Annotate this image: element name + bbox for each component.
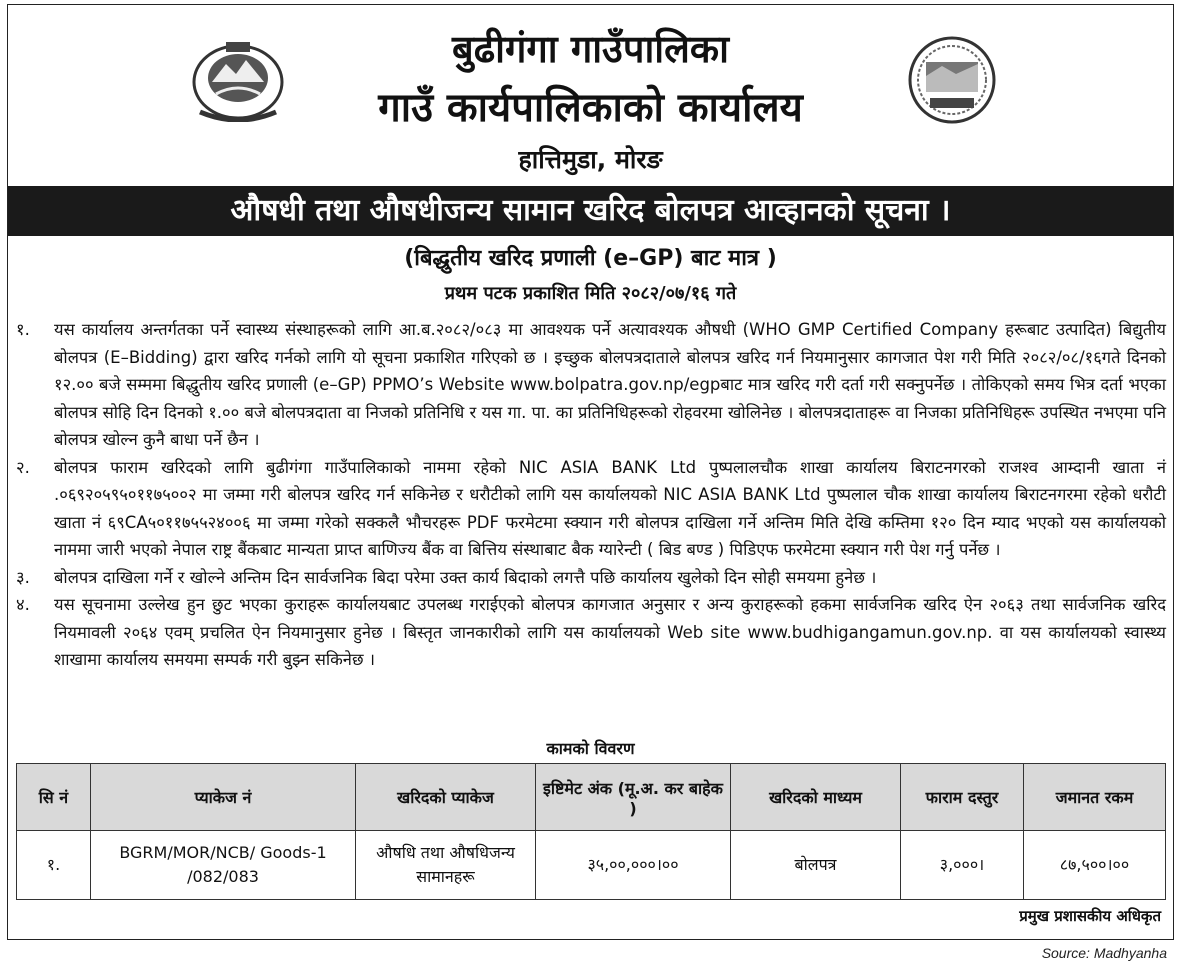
header-method: खरिदको माध्यम (731, 764, 901, 831)
org-name: बुढीगंगा गाउँपालिका (452, 27, 729, 71)
cell-method: बोलपत्र (731, 831, 901, 900)
table-row (17, 831, 1166, 900)
cell-serial: १. (17, 831, 91, 900)
item-number: ३. (16, 567, 30, 587)
source-credit: Source: Madhyanha (1041, 945, 1167, 961)
notice-item (10, 564, 1166, 592)
cell-package-no: BGRM/MOR/NCB/ Goods-1 /082/083 (91, 831, 356, 900)
header-estimate: इष्टिमेट अंक (मू.अ. कर बाहेक ) (536, 764, 731, 831)
header-package: खरिदको प्याकेज (356, 764, 536, 831)
notice-item (10, 591, 1166, 674)
notice-items (10, 316, 1166, 674)
work-details-table (16, 763, 1166, 900)
signatory-title: प्रमुख प्रशासकीय अधिकृत (1019, 907, 1161, 925)
header-form-fee: फाराम दस्तुर (901, 764, 1024, 831)
notice-item (10, 454, 1166, 564)
item-number: २. (16, 457, 30, 477)
header-serial: सि नं (17, 764, 91, 831)
office-address: हात्तिमुडा, मोरङ (518, 145, 663, 174)
item-text: यस सूचनामा उल्लेख हुन छुट भएका कुराहरू कार्यालयबाट उपलब्ध गराईएको बोलपत्र कागजात अनुसार र अन्य कुराहरूको हकमा सार्वजनिक खरिद ऐन २०६३ तथा सार्वजनिक खरिद नियमावली २०६४ एवम् प्रचलित ऐन नियमानुसार हुनेछ । बिस्तृत जानकारीको लागि यस कार्यालयको Web site www.budhigangamun.gov.np. वा यस कार्यालयको स्वास्थ्य शाखामा कार्यालय समयमा सम्पर्क गरी बुझ्न सकिनेछ । (54, 595, 1166, 669)
item-text: बोलपत्र दाखिला गर्ने र खोल्ने अन्तिम दिन सार्वजनिक बिदा परेमा उक्त कार्य बिदाको लगत्तै पछि कार्यालय खुलेको दिन सोही समयमा हुनेछ । (54, 567, 877, 587)
notice-title: औषधी तथा औषधीजन्य सामान खरिद बोलपत्र आव्हानको सूचना । (8, 186, 1173, 236)
procurement-mode: (बिद्धुतीय खरिद प्रणाली (e–GP) बाट मात्र ) (404, 246, 777, 271)
publish-date: प्रथम पटक प्रकाशित मिति २०८२/०७/१६ गते (444, 283, 737, 304)
header-package-no: प्याकेज नं (91, 764, 356, 831)
cell-package: औषधि तथा औषधिजन्य सामानहरू (356, 831, 536, 900)
item-number: १. (16, 320, 30, 339)
item-text: बोलपत्र फाराम खरिदको लागि बुढीगंगा गाउँपालिकाको नाममा रहेको NIC ASIA BANK Ltd पुष्पलालचौक शाखा कार्यालय बिराटनगरको राजश्व आम्दानी खाता नं .०६९२०५९५०११७५००२ मा जम्मा गरी बोलपत्र खरिद गर्न सकिनेछ र धरौटीको लागि यस कार्यालयको NIC ASIA BANK Ltd पुष्पलाल चौक शाखा कार्यालय बिराटनगरमा रहेको धरौटी खाता नं ६९CA५०११७५५२४००६ मा जम्मा गरेको सक्कलै भौचरहरू PDF फरमेटमा स्क्यान गरी बोलपत्र दाखिला गर्ने अन्तिम मिति देखि कम्तिमा १२० दिन म्याद भएको यस कार्यालयको नाममा जारी भएको नेपाल राष्ट्र बैंकबाट मान्यता प्राप्त बाणिज्य बैंक वा बित्तिय संस्थाबाट बैक ग्यारेन्टी ( बिड बण्ड ) पिडिएफ फरमेटमा स्क्यान गरी पेश गर्नु पर्नेछ । (54, 457, 1166, 559)
office-name: गाउँ कार्यपालिकाको कार्यालय (378, 85, 803, 131)
work-details-title: कामको विवरण (546, 739, 635, 758)
header-bid-security: जमानत रकम (1024, 764, 1166, 831)
cell-estimate: ३५,००,०००।०० (536, 831, 731, 900)
cell-bid-security: ८७,५००।०० (1024, 831, 1166, 900)
item-text: यस कार्यालय अन्तर्गतका पर्ने स्वास्थ्य संस्थाहरूको लागि आ.ब.२०८२/०८३ मा आवश्यक पर्ने अत्यावश्यक औषधी (WHO GMP Certified Company हरूबाट उत्पादित) बिद्युतीय बोलपत्र (E–Bidding) द्वारा खरिद गर्नको लागि यो सूचना प्रकाशित गरिएको छ । इच्छुक बोलपत्रदाताले बोलपत्र खरिद गर्न नियमानुसार कागजात पेश गरी मिति २०८२/०८/१६गते दिनको १२.०० बजे सम्ममा बिद्धुतीय खरिद प्रणाली (e–GP) PPMO’s Website www.bolpatra.gov.np/egpबाट मात्र खरिद गरी दर्ता गरी सक्नुपर्नेछ । तोकिएको समय भित्र दर्ता भएका बोलपत्र सोहि दिन दिनको १.०० बजे बोलपत्रदाता वा निजको प्रतिनिधि र यस गा. पा. का प्रतिनिधिहरूको रोहवरमा खोलिनेछ । बोलपत्रदाताहरू वा निजका प्रतिनिधिहरू उपस्थित नभएमा पनि बोलपत्र खोल्न कुनै बाधा पर्ने छैन । (54, 320, 1166, 449)
cell-form-fee: ३,०००। (901, 831, 1024, 900)
notice-item (10, 316, 1166, 454)
table-header-row (17, 764, 1166, 831)
item-number: ४. (16, 595, 30, 614)
